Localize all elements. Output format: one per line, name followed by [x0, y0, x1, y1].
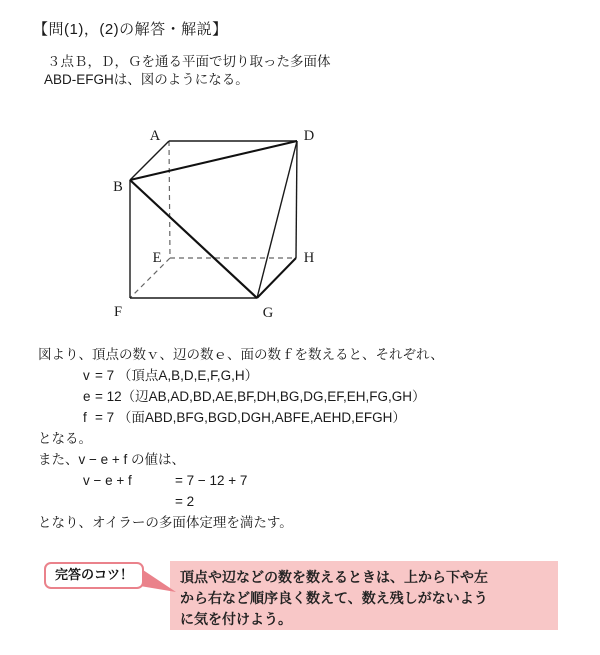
- edge-count-value: = 12（辺AB,AD,BD,AE,BF,DH,BG,DG,EF,EH,FG,GH）: [95, 389, 426, 404]
- page-title: 【問(1)，(2)の解答・解説】: [33, 21, 228, 38]
- mata-line: また、v − e + f の値は、: [38, 452, 186, 467]
- intro-line: ３点Ｂ，Ｄ，Ｇを通る平面で切り取った多面体: [47, 54, 331, 69]
- var-f: f: [83, 410, 87, 425]
- var-v: v: [83, 368, 90, 383]
- vertex-label-h: H: [303, 250, 315, 266]
- vertex-label-g: G: [262, 305, 274, 321]
- edge-bd: [130, 141, 297, 180]
- tip-box: [170, 561, 558, 630]
- edge-dh: [296, 141, 297, 258]
- vertex-label-a: A: [149, 128, 161, 144]
- tip-badge: 完答のコツ！: [44, 562, 144, 589]
- edge-count-line: [38, 386, 444, 407]
- edge-ef: [130, 258, 170, 298]
- vertex-count-line: [38, 365, 444, 386]
- face-count-value: = 7 （面ABD,BFG,BGD,DGH,ABFE,AEHD,EFGH）: [95, 410, 406, 425]
- intro-line: ABD-EFGHは、図のようになる。: [44, 71, 249, 87]
- var-e: e: [83, 389, 91, 404]
- intro-paragraph: [44, 53, 331, 88]
- equation-rhs: = 7 − 12 + 7: [175, 473, 248, 488]
- face-count-line: [38, 407, 444, 428]
- edge-ae: [169, 141, 170, 258]
- edge-dg: [257, 141, 297, 298]
- tip-line: から右など順序良く数えて、数え残しがないよう: [180, 590, 488, 606]
- vertex-label-d: D: [303, 128, 315, 144]
- tip-line: に気を付けよう。: [180, 611, 292, 627]
- vertex-count-value: = 7 （頂点A,B,D,E,F,G,H）: [95, 368, 259, 383]
- tonaru-line: となる。: [38, 431, 92, 446]
- solution-text: [38, 344, 444, 533]
- polyhedron-figure: [95, 118, 345, 326]
- equation-lhs: v − e + f: [83, 473, 132, 488]
- vertex-label-f: F: [113, 304, 123, 320]
- equation-result-line: = 2: [175, 494, 195, 509]
- solution-intro-line: 図より、頂点の数ｖ、辺の数ｅ、面の数ｆを数えると、それぞれ、: [38, 347, 444, 362]
- edge-gh: [257, 258, 296, 298]
- vertex-label-e: E: [152, 250, 162, 266]
- conclusion-line: となり、オイラーの多面体定理を満たす。: [38, 515, 293, 530]
- edge-bg: [130, 180, 257, 298]
- tip-line: 頂点や辺などの数を数えるときは、上から下や左: [180, 569, 488, 585]
- euler-equation-line: [38, 470, 444, 491]
- edge-ab: [130, 141, 169, 180]
- vertex-label-b: B: [113, 179, 123, 195]
